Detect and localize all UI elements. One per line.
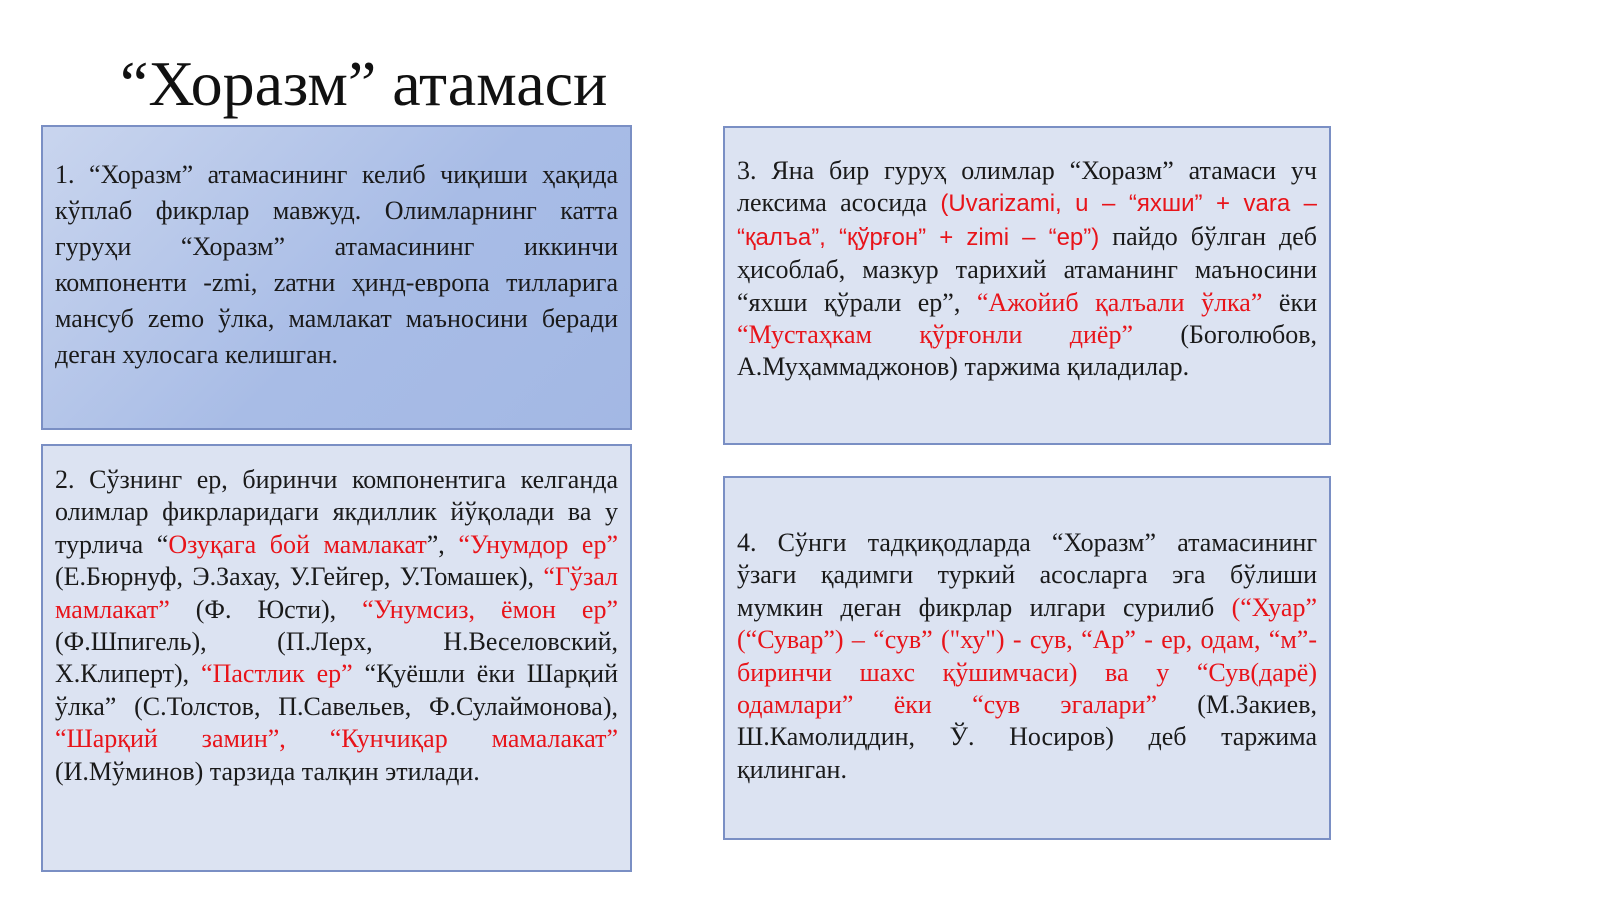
- box2-highlight-4: “Унумсиз, ёмон ер”: [362, 594, 618, 624]
- box3-text-4: (Боголюбов, А.Муҳаммаджонов) таржима қиладилар.: [737, 320, 1317, 382]
- box3-text-3: ёки: [1262, 287, 1317, 317]
- box2-text-3: (Е.Бюрнуф, Э.Захау, У.Гейгер, У.Томашек),: [55, 562, 544, 592]
- box2-highlight-3: “Гўзал мамлакат”: [55, 562, 618, 624]
- box2-highlight-1: Озуқага бой мамлакат: [168, 529, 427, 559]
- box1-paragraph: 1. “Хоразм” атамасининг келиб чиқиши ҳақида кўплаб фикрлар мавжуд. Олимларнинг катта гуруҳи “Хоразм” атамасининг иккинчи компоненти -zmi, zатни ҳинд-европа тилларига мансуб zemo ўлка, мамлакат маъносини беради деган хулосага келишган.: [55, 160, 618, 369]
- box4-text-2: (М.Закиев, Ш.Камолиддин, Ў. Носиров) деб таржима қилинган.: [737, 690, 1317, 784]
- box2-text-7: (И.Мўминов) тарзида талқин этилади.: [55, 756, 480, 786]
- box4-highlight-1: (“Хуар” (“Сувар”) – “сув” ("ху") - сув, “Ар” - ер, одам, “м”- биринчи шахс қўшимчаси) ва у “Сув(дарё) одамлари” ёки “сув эгалари”: [737, 592, 1317, 720]
- box2-paragraph: [55, 464, 618, 788]
- text-box-3: [723, 126, 1331, 445]
- text-box-4: [723, 476, 1331, 840]
- box2-highlight-5: “Пастлик ер”: [201, 659, 353, 689]
- box3-highlight-1: (Uvarizami, u – “яхши” + vara – “қалъа”, “қўрғон” + zimi – “ер”): [737, 190, 1317, 251]
- box3-text-1: 3. Яна бир гуруҳ олимлар “Хоразм” атамаси уч лексима асосида: [737, 156, 1317, 218]
- box2-text-2: ”,: [426, 529, 459, 559]
- box3-text-2: пайдо бўлган деб ҳисоблаб, мазкур тарихий атаманинг маъносини “яхши қўрали ер”,: [737, 221, 1317, 317]
- box2-text-4: (Ф. Юсти),: [169, 594, 363, 624]
- box3-paragraph: [737, 155, 1317, 384]
- box2-highlight-2: “Унумдор ер”: [458, 529, 618, 559]
- box2-text-5: (Ф.Шпигель), (П.Лерх, Н.Веселовский, Х.Клиперт),: [55, 627, 618, 689]
- box3-highlight-3: “Мустаҳкам қўрғонли диёр”: [737, 320, 1133, 350]
- box2-text-6: “Қуёшли ёки Шарқий ўлка” (С.Толстов, П.Савельев, Ф.Сулаймонова),: [55, 659, 618, 721]
- text-box-1: [41, 125, 632, 430]
- text-box-2: [41, 444, 632, 872]
- box4-paragraph: [737, 527, 1317, 786]
- box3-highlight-2: “Ажойиб қалъали ўлка”: [976, 287, 1263, 317]
- box2-text-1: 2. Сўзнинг ер, биринчи компонентига келганда олимлар фикрларидаги якдиллик йўқолади ва у турлича “: [55, 465, 618, 559]
- slide-title: “Хоразм” атамаси: [120, 48, 608, 119]
- box2-highlight-6: “Шарқий замин”, “Кунчиқар мамалакат”: [55, 724, 618, 754]
- box4-text-1: 4. Сўнги тадқиқодларда “Хоразм” атамасининг ўзаги қадимги туркий асосларга эга бўлиши мумкин деган фикрлар илгари сурилиб: [737, 528, 1317, 622]
